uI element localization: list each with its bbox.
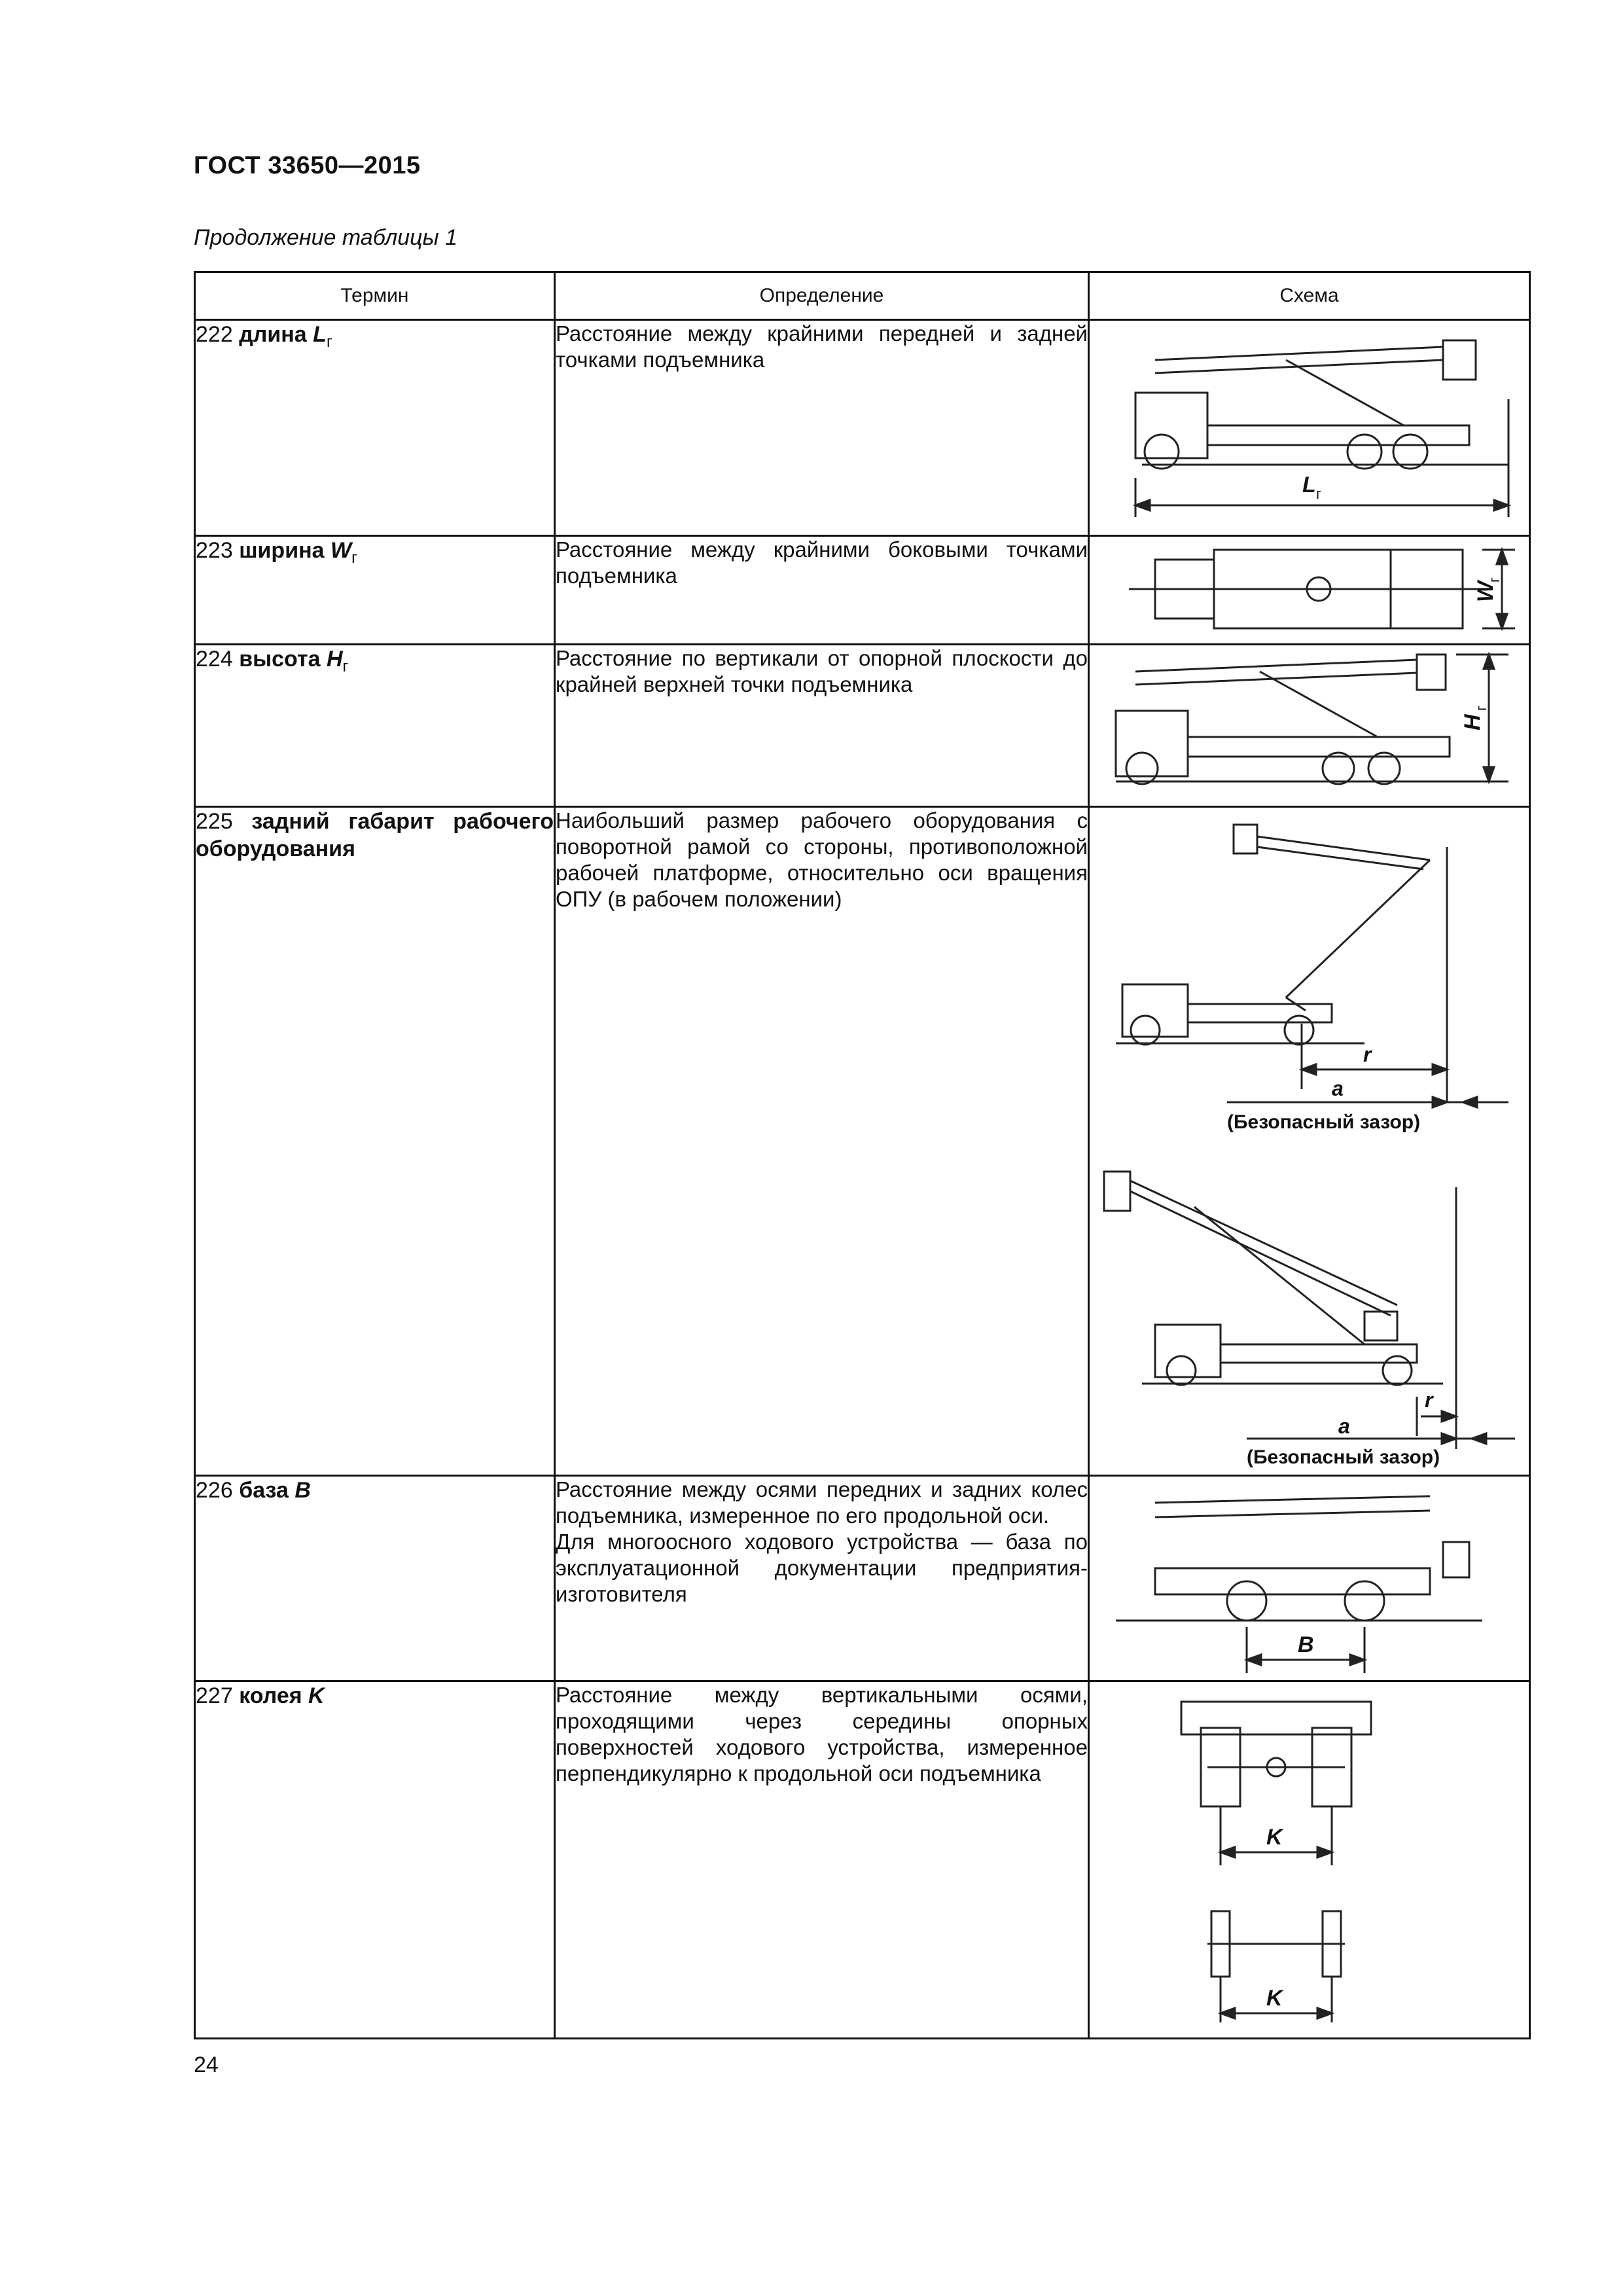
term-number: 223 — [196, 538, 233, 563]
term-cell — [195, 645, 555, 807]
term-cell — [195, 320, 555, 536]
table-row-222 — [195, 320, 1530, 536]
schema-cell — [1089, 536, 1530, 645]
term-name: высота — [239, 647, 321, 672]
label-r-top: r — [1363, 1043, 1372, 1066]
track-diagram — [1090, 1682, 1527, 2036]
dim-label-W: W — [1473, 581, 1498, 602]
schema-cell — [1089, 807, 1530, 1476]
length-diagram — [1090, 321, 1527, 533]
dim-label-L: L — [1302, 473, 1316, 497]
dim-label-H: H — [1460, 714, 1485, 730]
definition-cell — [555, 536, 1089, 645]
column-header-term: Термин — [195, 272, 555, 320]
table-row-223 — [195, 536, 1530, 645]
term-symbol: H — [326, 647, 343, 672]
term-symbol-sub: г — [342, 657, 349, 675]
column-header-schema: Схема — [1089, 272, 1530, 320]
definition-text: Расстояние между вертикальными осями, проходящими через середины опорных поверхностей ходового устройства, измеренное перпендикулярно к продольной оси подъемника — [556, 1683, 1088, 1785]
term-name: ширина — [239, 538, 325, 563]
term-number: 222 — [196, 322, 233, 347]
definition-text: Для многоосного ходового устройства — база по эксплуатационной документации предприятия-изготовителя — [556, 1530, 1088, 1606]
definition-cell — [555, 807, 1089, 1476]
schema-cell — [1089, 1476, 1530, 1681]
label-gap-bottom: (Безопасный зазор) — [1247, 1446, 1440, 1468]
rear-clearance-diagram — [1090, 808, 1527, 1473]
dim-label-B: B — [1298, 1632, 1314, 1657]
term-number: 226 — [196, 1478, 233, 1503]
term-cell — [195, 807, 555, 1476]
term-symbol: B — [294, 1478, 311, 1503]
definition-cell — [555, 320, 1089, 536]
definition-cell — [555, 1476, 1089, 1681]
definition-text: Расстояние между осями передних и задних колес подъемника, измеренное по его продольной оси. — [556, 1477, 1088, 1528]
term-name: колея — [239, 1683, 302, 1708]
dim-label-H-sub: г — [1473, 705, 1489, 711]
dim-label-L-sub: г — [1316, 486, 1322, 502]
label-a-bottom: a — [1338, 1414, 1350, 1438]
definition-text: Расстояние между крайними боковыми точками подъемника — [556, 537, 1088, 588]
definition-text: Расстояние между крайними передней и задней точками подъемника — [556, 321, 1088, 372]
term-symbol: K — [308, 1683, 325, 1708]
table-row-227 — [195, 1681, 1530, 2039]
term-cell — [195, 1681, 555, 2039]
table-continuation-caption: Продолжение таблицы 1 — [194, 225, 457, 250]
label-r-bottom: r — [1425, 1388, 1433, 1412]
dim-label-K-bottom: K — [1266, 1986, 1283, 2011]
table-header-row — [195, 272, 1530, 320]
document-number: ГОСТ 33650—2015 — [194, 152, 421, 179]
label-gap-top: (Безопасный зазор) — [1227, 1111, 1421, 1133]
column-header-definition: Определение — [555, 272, 1089, 320]
term-symbol: L — [313, 322, 327, 347]
wheelbase-diagram — [1090, 1477, 1527, 1678]
table-row-225 — [195, 807, 1530, 1476]
term-cell — [195, 536, 555, 645]
term-number: 225 — [196, 809, 233, 834]
term-name: задний габарит рабочего оборудования — [196, 809, 554, 861]
label-a-top: a — [1332, 1077, 1344, 1100]
schema-cell — [1089, 1681, 1530, 2039]
term-symbol: W — [330, 538, 352, 563]
term-symbol-sub: г — [351, 548, 357, 567]
table-row-224 — [195, 645, 1530, 807]
definition-text: Расстояние по вертикали от опорной плоскости до крайней верхней точки подъемника — [556, 646, 1088, 696]
terms-table — [194, 271, 1531, 2039]
definition-text: Наибольший размер рабочего оборудования с поворотной рамой со стороны, противоположной рабочей платформе, относительно оси вращения ОПУ (в рабочем положении) — [556, 808, 1088, 911]
width-diagram — [1090, 537, 1527, 641]
term-name: база — [239, 1478, 289, 1503]
definition-cell — [555, 1681, 1089, 2039]
definition-cell — [555, 645, 1089, 807]
term-number: 227 — [196, 1683, 233, 1708]
page-number: 24 — [194, 2053, 219, 2077]
dim-label-K-top: K — [1266, 1825, 1283, 1850]
term-cell — [195, 1476, 555, 1681]
term-symbol-sub: г — [326, 332, 332, 351]
height-diagram — [1090, 645, 1527, 804]
dim-label-W-sub: г — [1486, 577, 1503, 583]
table-row-226 — [195, 1476, 1530, 1681]
schema-cell — [1089, 320, 1530, 536]
schema-cell — [1089, 645, 1530, 807]
term-number: 224 — [196, 647, 233, 672]
term-name: длина — [239, 322, 307, 347]
